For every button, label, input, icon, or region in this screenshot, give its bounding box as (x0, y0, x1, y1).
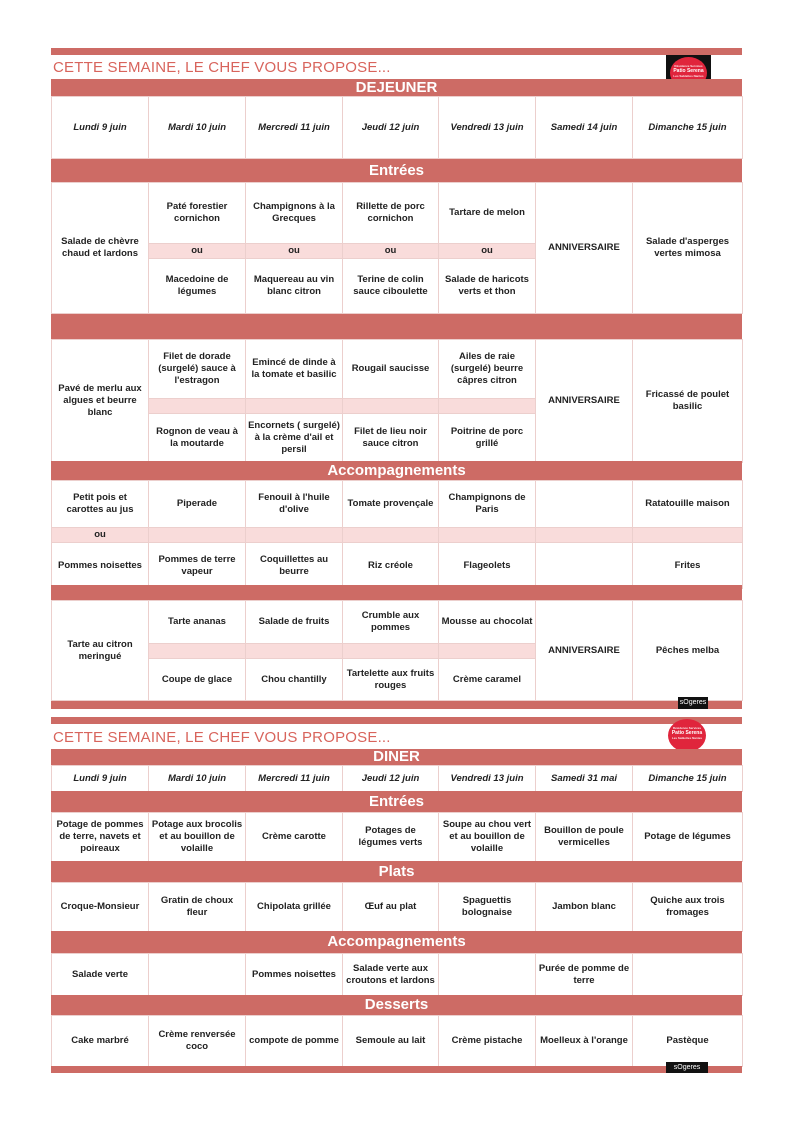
separator-cell (246, 528, 343, 543)
menu-cell: Emincé de dinde à la tomate et basilic (246, 340, 343, 399)
dinner-bottom-bar (51, 1066, 742, 1073)
menu-cell: Chou chantilly (246, 659, 343, 701)
dinner-accomp-band: Accompagnements (51, 931, 742, 953)
menu-cell: Cake marbré (52, 1016, 149, 1067)
menu-cell: Tarte au citron meringué (52, 601, 149, 701)
lunch-plats-band (51, 314, 742, 339)
dinner-header-title: CETTE SEMAINE, LE CHEF VOUS PROPOSE... (53, 729, 391, 746)
menu-cell: Riz créole (343, 543, 439, 589)
menu-cell: Bouillon de poule vermicelles (536, 813, 633, 862)
separator-cell (343, 399, 439, 414)
separator-cell (633, 528, 743, 543)
lunch-entrees-table (51, 182, 743, 314)
menu-cell: Encornets ( surgelé) à la crème d'ail et persil (246, 414, 343, 463)
separator-cell (439, 399, 536, 414)
heart-logo-icon: Résidence Services Patio Serena Les Sablettes Nantes (668, 719, 706, 752)
menu-cell: Purée de pomme de terre (536, 954, 633, 996)
menu-cell: Rillette de porc cornichon (343, 183, 439, 244)
menu-cell: Œuf au plat (343, 883, 439, 932)
lunch-entrees-band: Entrées (51, 159, 742, 182)
menu-cell: Semoule au lait (343, 1016, 439, 1067)
sogeres-logo: sOgeres (666, 1062, 708, 1073)
menu-cell: Maquereau au vin blanc citron (246, 259, 343, 314)
menu-cell: Petit pois et carottes au jus (52, 481, 149, 528)
day-header: Samedi 31 mai (536, 766, 633, 792)
day-header: Vendredi 13 juin (439, 97, 536, 159)
menu-cell: Salade de haricots verts et thon (439, 259, 536, 314)
menu-cell: Filet de dorade (surgelé) sauce à l'estragon (149, 340, 246, 399)
menu-cell: Crème pistache (439, 1016, 536, 1067)
day-header: Dimanche 15 juin (633, 766, 743, 792)
menu-cell: Champignons de Paris (439, 481, 536, 528)
menu-cell: Tomate provençale (343, 481, 439, 528)
menu-cell: Gratin de choux fleur (149, 883, 246, 932)
menu-cell: Fenouil à l'huile d'olive (246, 481, 343, 528)
menu-cell: Quiche aux trois fromages (633, 883, 743, 932)
separator-cell (343, 644, 439, 659)
menu-cell: Potage de légumes (633, 813, 743, 862)
dinner-plats-table (51, 882, 743, 932)
dinner-desserts-band: Desserts (51, 995, 742, 1015)
or-separator: ou (343, 244, 439, 259)
lunch-header-title: CETTE SEMAINE, LE CHEF VOUS PROPOSE... (53, 59, 391, 76)
menu-cell: Champignons à la Grecques (246, 183, 343, 244)
dinner-entrees-band: Entrées (51, 791, 742, 812)
menu-cell: Piperade (149, 481, 246, 528)
dinner-entrees-table (51, 812, 743, 862)
menu-cell: Rougail saucisse (343, 340, 439, 399)
menu-cell: Tartare de melon (439, 183, 536, 244)
dinner-days-row (51, 765, 743, 792)
day-header: Lundi 9 juin (52, 97, 149, 159)
day-header: Dimanche 15 juin (633, 97, 743, 159)
menu-cell: Chipolata grillée (246, 883, 343, 932)
menu-cell: Potage aux brocolis et au bouillon de volaille (149, 813, 246, 862)
menu-cell: ANNIVERSAIRE (536, 183, 633, 314)
day-header: Samedi 14 juin (536, 97, 633, 159)
menu-cell: Tartelette aux fruits rouges (343, 659, 439, 701)
menu-cell: Coquillettes au beurre (246, 543, 343, 589)
menu-cell (536, 481, 633, 528)
top-divider-bar (51, 48, 742, 55)
menu-cell: Poitrine de porc grillé (439, 414, 536, 463)
menu-cell: Soupe au chou vert et au bouillon de volaille (439, 813, 536, 862)
menu-cell: Salade d'asperges vertes mimosa (633, 183, 743, 314)
heart-logo-icon: Résidence Services Patio Serena Les Sablettes Nantes (670, 57, 707, 89)
menu-cell: ANNIVERSAIRE (536, 601, 633, 701)
dinner-title-band: DINER (51, 749, 742, 765)
menu-cell (149, 954, 246, 996)
day-header: Jeudi 12 juin (343, 97, 439, 159)
separator-cell (149, 528, 246, 543)
menu-cell: Potage de pommes de terre, navets et poireaux (52, 813, 149, 862)
menu-cell: Filet de lieu noir sauce citron (343, 414, 439, 463)
dinner-desserts-table (51, 1015, 743, 1067)
day-header: Lundi 9 juin (52, 766, 149, 792)
lunch-days-row (51, 96, 743, 159)
menu-cell: Pommes noisettes (246, 954, 343, 996)
menu-cell: Mousse au chocolat (439, 601, 536, 644)
menu-cell: Pavé de merlu aux algues et beurre blanc (52, 340, 149, 463)
or-separator: ou (439, 244, 536, 259)
menu-cell: Pastèque (633, 1016, 743, 1067)
lunch-desserts-table (51, 600, 743, 701)
menu-cell: Terine de colin sauce ciboulette (343, 259, 439, 314)
menu-cell: Tarte ananas (149, 601, 246, 644)
menu-cell (536, 543, 633, 589)
menu-cell: Croque-Monsieur (52, 883, 149, 932)
menu-cell: Rognon de veau à la moutarde (149, 414, 246, 463)
dinner-accomp-table (51, 953, 743, 996)
menu-cell: Crème carotte (246, 813, 343, 862)
lunch-bottom-bar (51, 701, 742, 709)
menu-cell: Flageolets (439, 543, 536, 589)
separator-cell (343, 528, 439, 543)
menu-cell: Pêches melba (633, 601, 743, 701)
separator-cell (439, 528, 536, 543)
separator-cell (439, 644, 536, 659)
separator-cell (246, 644, 343, 659)
lunch-accomp-table (51, 480, 743, 589)
lunch-title-band: DEJEUNER (51, 79, 742, 96)
menu-cell: Salade verte (52, 954, 149, 996)
menu-cell: Jambon blanc (536, 883, 633, 932)
menu-cell: Moelleux à l'orange (536, 1016, 633, 1067)
separator-cell (246, 399, 343, 414)
menu-cell: Paté forestier cornichon (149, 183, 246, 244)
menu-cell: Crème caramel (439, 659, 536, 701)
menu-cell: Coupe de glace (149, 659, 246, 701)
menu-cell: ANNIVERSAIRE (536, 340, 633, 463)
menu-cell: Fricassé de poulet basilic (633, 340, 743, 463)
menu-cell: Potages de légumes verts (343, 813, 439, 862)
menu-cell: Spaguettis bolognaise (439, 883, 536, 932)
menu-cell: Crème renversée coco (149, 1016, 246, 1067)
menu-cell: Ailes de raie (surgelé) beurre câpres citron (439, 340, 536, 399)
or-separator: ou (52, 528, 149, 543)
or-separator: ou (149, 244, 246, 259)
menu-cell: Frites (633, 543, 743, 589)
menu-cell: Salade verte aux croutons et lardons (343, 954, 439, 996)
lunch-desserts-band (51, 585, 742, 600)
menu-cell: Salade de chèvre chaud et lardons (52, 183, 149, 314)
menu-cell: Crumble aux pommes (343, 601, 439, 644)
lunch-accomp-band: Accompagnements (51, 461, 742, 480)
menu-cell: Pommes de terre vapeur (149, 543, 246, 589)
menu-cell: Ratatouille maison (633, 481, 743, 528)
lunch-plats-table (51, 339, 743, 463)
or-separator: ou (246, 244, 343, 259)
day-header: Jeudi 12 juin (343, 766, 439, 792)
menu-cell: compote de pomme (246, 1016, 343, 1067)
menu-cell (633, 954, 743, 996)
day-header: Mardi 10 juin (149, 97, 246, 159)
day-header: Mercredi 11 juin (246, 766, 343, 792)
day-header: Vendredi 13 juin (439, 766, 536, 792)
sogeres-logo: sOgeres (678, 697, 708, 709)
dinner-divider-bar (51, 717, 742, 724)
separator-cell (149, 399, 246, 414)
separator-cell (149, 644, 246, 659)
dinner-plats-band: Plats (51, 861, 742, 882)
day-header: Mardi 10 juin (149, 766, 246, 792)
day-header: Mercredi 11 juin (246, 97, 343, 159)
menu-cell: Macedoine de légumes (149, 259, 246, 314)
menu-cell: Salade de fruits (246, 601, 343, 644)
menu-cell (439, 954, 536, 996)
menu-cell: Pommes noisettes (52, 543, 149, 589)
separator-cell (536, 528, 633, 543)
